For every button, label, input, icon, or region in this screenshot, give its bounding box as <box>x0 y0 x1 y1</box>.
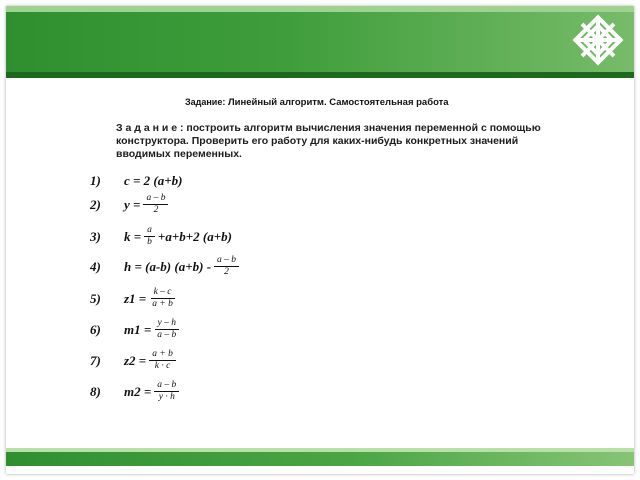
task-formula: z1 = <box>124 290 147 306</box>
header-top-strip <box>6 6 634 12</box>
header-bottom-stripe <box>6 72 634 78</box>
fraction-denominator: 2 <box>153 205 159 215</box>
task-number: 2) <box>90 196 101 212</box>
task-item <box>90 287 179 310</box>
task-number: 6) <box>90 321 101 337</box>
formula-rest: +a+b+2 (a+b) <box>157 228 232 244</box>
task-item <box>90 255 242 278</box>
celtic-knot-icon <box>568 10 628 72</box>
task-heading <box>185 97 449 108</box>
task-item <box>90 318 182 341</box>
fraction-numerator: y – h <box>155 318 179 330</box>
fraction-numerator: k – c <box>151 287 175 299</box>
task-formula: c = 2 (a+b) <box>124 173 183 188</box>
task-formula: z2 = <box>124 352 147 368</box>
heading-text: Линейный алгоритм. Самостоятельная работа <box>227 97 449 108</box>
header-banner <box>6 12 634 76</box>
fraction-denominator: k · c <box>154 361 171 371</box>
fraction-denominator: 2 <box>224 267 229 277</box>
task-formula: k = <box>124 228 142 244</box>
fraction-denominator: y · h <box>158 392 175 402</box>
footer-bar <box>6 452 634 466</box>
fraction-denominator: a – b <box>157 330 177 340</box>
formula-fraction <box>154 380 179 403</box>
formula-fraction <box>144 225 155 248</box>
fraction-numerator: a + b <box>149 349 176 361</box>
task-number: 5) <box>90 290 101 306</box>
task-item <box>90 225 232 248</box>
formula-fraction <box>149 287 176 310</box>
task-number: 1) <box>90 173 101 188</box>
task-item <box>90 349 179 372</box>
task-description <box>90 122 560 161</box>
task-item <box>90 380 182 403</box>
formula-fraction <box>214 255 239 278</box>
fraction-numerator: a – b <box>143 193 168 205</box>
fraction-numerator: a <box>144 225 155 237</box>
task-number: 8) <box>90 383 101 399</box>
task-number: 7) <box>90 352 101 368</box>
task-number: 3) <box>90 228 101 244</box>
fraction-numerator: a – b <box>154 380 179 392</box>
fraction-denominator: b <box>147 237 152 247</box>
task-description-text: З а д а н и е : построить алгоритм вычисления значения переменной с помощью конструктора. Проверить его работу для каких-нибудь конкретных значений вводимых переменных. <box>116 122 541 160</box>
heading-label: Задание: <box>185 97 226 107</box>
task-formula: h = (a-b) (a+b) - <box>124 258 212 274</box>
formula-fraction <box>149 349 176 372</box>
formula-fraction <box>154 318 179 341</box>
task-formula: y = <box>124 196 141 212</box>
task-item <box>90 173 183 189</box>
formula-fraction <box>143 193 168 216</box>
task-item <box>90 193 171 216</box>
task-number: 4) <box>90 258 101 274</box>
task-formula: m2 = <box>124 383 152 399</box>
fraction-denominator: a + b <box>152 299 173 309</box>
task-formula: m1 = <box>124 321 152 337</box>
fraction-numerator: a – b <box>214 255 239 267</box>
